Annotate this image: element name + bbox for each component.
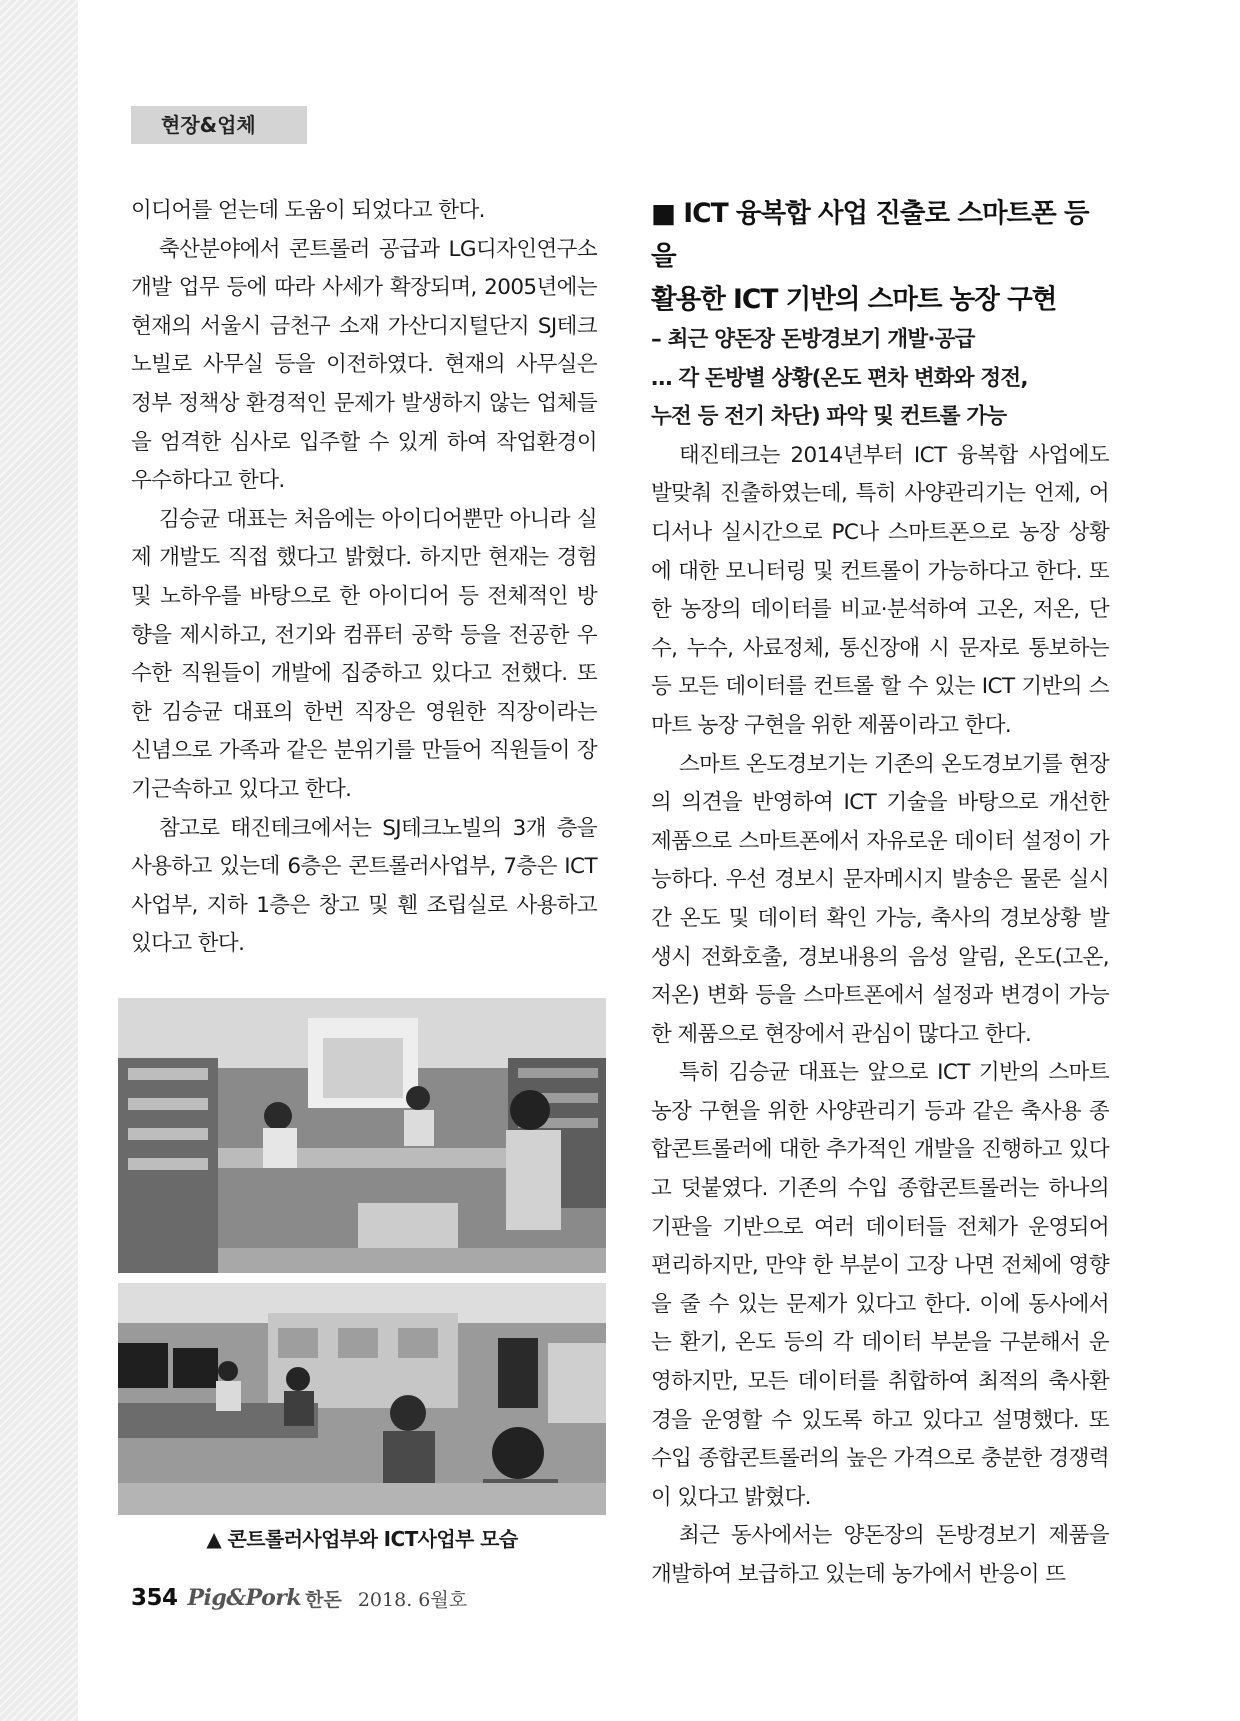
paragraph: 김승균 대표는 처음에는 아이디어뿐만 아니라 실제 개발도 직접 했다고 밝혔다. 하지만 현재는 경험 및 노하우를 바탕으로 한 아이디어 등 전체적인 방향을 제시하고, 전기와 컴퓨터 공학 등을 전공한 우수한 직원들이 개발에 집중하고 있다고 전했다. 또한 김승균 대표의 한번 직장은 영원한 직장이라는 신념으로 가족과 같은 분위기를 만들어 직원들이 장기근속하고 있다고 한다. xyxy=(131,506,597,802)
page-footer xyxy=(131,1580,467,1616)
section-label: 현장&업체 xyxy=(131,106,307,144)
section-heading-line1: ■ ICT 융복합 사업 진출로 스마트폰 등을 xyxy=(651,198,1089,272)
subheading-line2: … 각 돈방별 상황(온도 편차 변화와 정전, xyxy=(651,365,1028,391)
paragraph: 참고로 태진테크에서는 SJ테크노빌의 3개 층을 사용하고 있는데 6층은 콘트롤러사업부, 7층은 ICT사업부, 지하 1층은 창고 및 휀 조립실로 사용하고 있다고 한다. xyxy=(131,815,597,957)
paragraph: 축산분야에서 콘트롤러 공급과 LG디자인연구소 개발 업무 등에 따라 사세가 확장되며, 2005년에는 현재의 서울시 금천구 소재 가산디지털단지 SJ테크노빌로 사무실 등을 이전하였다. 현재의 사무실은 정부 정책상 환경적인 문제가 발생하지 않는 업체들을 엄격한 심사로 입주할 수 있게 하여 작업환경이 우수하다고 한다. xyxy=(131,236,597,494)
photo-ict-division xyxy=(118,1283,606,1515)
page-number: 354 xyxy=(131,1585,178,1611)
subheading-line3: 누전 등 전기 차단) 파악 및 컨트롤 가능 xyxy=(651,404,1007,430)
photo-caption: ▲ 콘트롤러사업부와 ICT사업부 모습 xyxy=(206,1527,518,1551)
subheading-line1: – 최근 양돈장 돈방경보기 개발·공급 xyxy=(651,327,975,352)
right-column xyxy=(651,192,1109,1595)
section-heading-line2: 활용한 ICT 기반의 스마트 농장 구현 xyxy=(651,284,1057,315)
paragraph: 스마트 온도경보기는 기존의 온도경보기를 현장의 의견을 반영하여 ICT 기술을 바탕으로 개선한 제품으로 스마트폰에서 자유로운 데이터 설정이 가능하다. 우선 경보시 문자메시지 발송은 물론 실시간 온도 및 데이터 확인 가능, 축사의 경보상황 발생시 전화호출, 경보내용의 음성 알림, 온도(고온, 저온) 변화 등을 스마트폰에서 설정과 변경이 가능한 제품으로 현장에서 관심이 많다고 한다. xyxy=(651,751,1109,1047)
magazine-name: 한돈 xyxy=(305,1588,342,1611)
side-margin-strip xyxy=(0,0,78,1721)
photo-controller-division xyxy=(118,998,606,1273)
magazine-logo: Pig&Pork xyxy=(187,1585,302,1611)
paragraph: 특히 김승균 대표는 앞으로 ICT 기반의 스마트 농장 구현을 위한 사양관리기 등과 같은 축사용 종합콘트롤러에 대한 추가적인 개발을 진행하고 있다고 덧붙였다. 기존의 수입 종합콘트롤러는 하나의 기판을 기반으로 여러 데이터들 전체가 운영되어 편리하지만, 만약 한 부분이 고장 나면 전체에 영향을 줄 수 있는 문제가 있다고 한다. 이에 동사에서는 환기, 온도 등의 각 데이터 부분을 구분해서 운영하지만, 모든 데이터를 취합하여 최적의 축사환경을 운영할 수 있도록 하고 있다고 설명했다. 또 수입 종합콘트롤러의 높은 가격으로 충분한 경쟁력이 있다고 밝혔다. xyxy=(651,1060,1109,1510)
paragraph: 이디어를 얻는데 도움이 되었다고 한다. xyxy=(131,198,485,223)
paragraph: 태진테크는 2014년부터 ICT 융복합 사업에도 발맞춰 진출하였는데, 특히 사양관리기는 언제, 어디서나 실시간으로 PC나 스마트폰으로 농장 상황에 대한 모니터링 및 컨트롤이 가능하다고 한다. 또한 농장의 데이터를 비교·분석하여 고온, 저온, 단수, 누수, 사료정체, 통신장애 시 문자로 통보하는 등 모든 데이터를 컨트롤 할 수 있는 ICT 기반의 스마트 농장 구현을 위한 제품이라고 한다. xyxy=(651,442,1109,738)
left-column xyxy=(131,192,597,964)
issue-date: 2018. 6월호 xyxy=(357,1588,468,1611)
paragraph: 최근 동사에서는 양돈장의 돈방경보기 제품을 개발하여 보급하고 있는데 농가에서 반응이 뜨 xyxy=(651,1523,1109,1587)
